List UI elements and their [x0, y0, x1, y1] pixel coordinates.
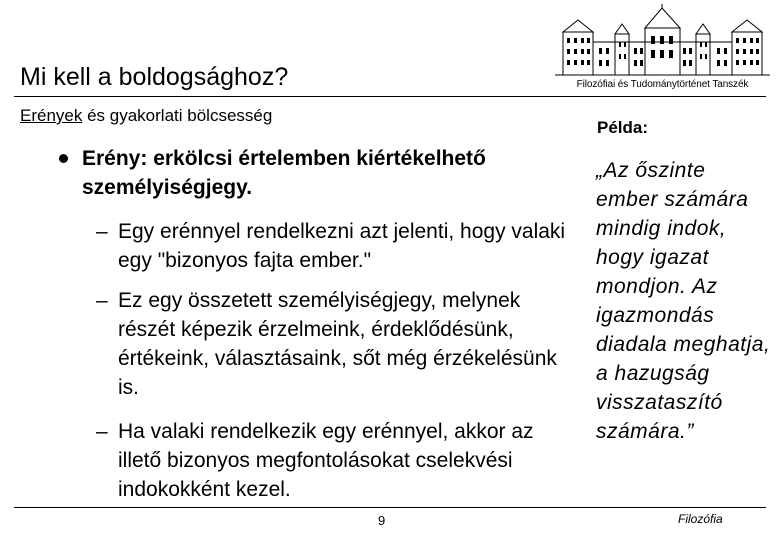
example-quote: „Az őszinte ember számára mindig indok, hogy igazat mondjon. Az igazmondás diadala meghatja, a hazugság visszataszító számára.” — [596, 159, 771, 443]
sub-bullet-text: Ha valaki rendelkezik egy erénnyel, akkor az illető bizonyos megfontolásokat cselekvési indokokként kezel. — [118, 420, 534, 501]
slide-subtitle — [20, 106, 272, 126]
sub-bullet-dash: – — [96, 420, 108, 443]
sub-bullet-text: Ez egy összetett személyiségjegy, melynek részét képezik érzelmeink, érdeklődésünk, értékeink, választásaink, sőt még érzékelésünk is. — [118, 289, 557, 399]
subtitle-underlined-word: Erények — [20, 106, 83, 125]
example-heading: Példa: — [597, 118, 649, 137]
main-bullet-text: Erény: erkölcsi értelemben kiértékelhető személyiségjegy. — [82, 147, 486, 199]
slide-title: Mi kell a boldogsághoz? — [20, 63, 289, 91]
footer-rule — [14, 507, 766, 508]
sub-bullet-text: Egy erénnyel rendelkezni azt jelenti, hogy valaki egy "bizonyos fajta ember." — [118, 220, 566, 272]
sub-bullet-dash: – — [96, 289, 108, 312]
sub-bullet-dash: – — [96, 220, 108, 243]
logo-caption: Filozófiai és Tudománytörténet Tanszék — [576, 79, 749, 90]
page-number: 9 — [378, 513, 386, 528]
bullet-dot-icon — [59, 154, 68, 163]
title-underline-rule — [14, 96, 766, 97]
footer-label: Filozófia — [678, 512, 723, 526]
subtitle-rest: és gyakorlati bölcsesség — [82, 106, 273, 125]
